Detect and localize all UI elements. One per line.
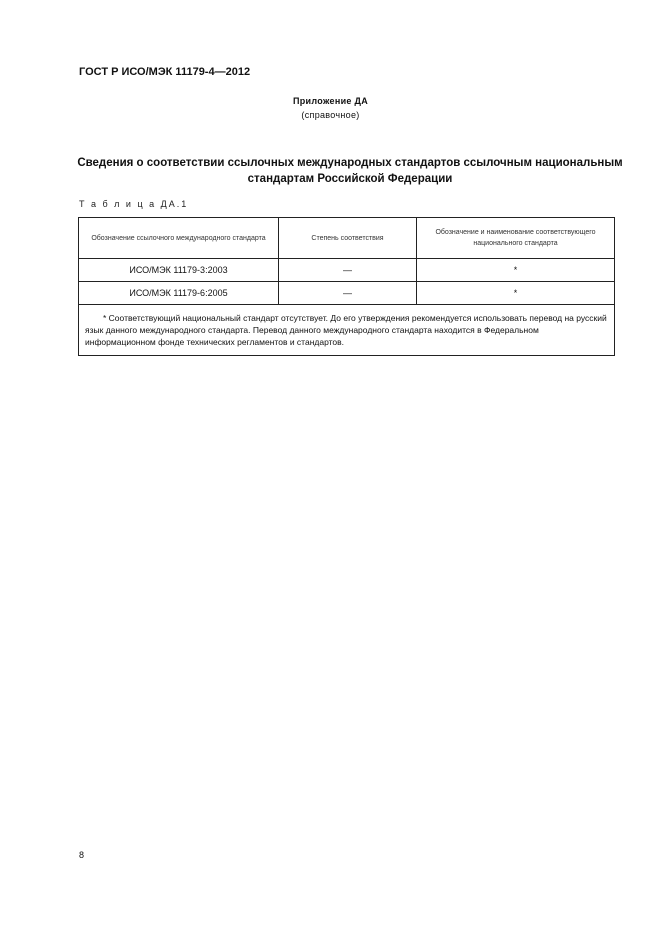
header-cell: Обозначение и наименование соответствующего национального стандарта (417, 218, 615, 259)
appendix-subtitle: (справочное) (301, 110, 360, 120)
table-cell: ИСО/МЭК 11179-3:2003 (79, 259, 279, 282)
reference-table (78, 217, 615, 356)
table-row (79, 282, 615, 305)
section-title: Сведения о соответствии ссылочных международных стандартов ссылочным национальным стандартам Российской Федерации (77, 157, 623, 185)
table-label: Т а б л и ц а ДА.1 (79, 199, 189, 209)
table-cell: — (279, 282, 417, 305)
table-header-row (79, 218, 615, 259)
header-cell: Обозначение ссылочного международного стандарта (79, 218, 279, 259)
table-cell: — (279, 259, 417, 282)
table-cell: * (417, 259, 615, 282)
table-cell: * (417, 282, 615, 305)
document-header: ГОСТ Р ИСО/МЭК 11179-4—2012 (79, 66, 251, 78)
page-number: 8 (79, 850, 85, 860)
header-cell: Степень соответствия (279, 218, 417, 259)
table-cell: ИСО/МЭК 11179-6:2005 (79, 282, 279, 305)
table-row (79, 259, 615, 282)
table-footnote-row (79, 305, 615, 356)
table-footnote: * Соответствующий национальный стандарт отсутствует. До его утверждения рекомендуется использовать перевод на русский язык данного международного стандарта. Перевод данного международного стандарта находится в Федеральном информационном фонде технических регламентов и стандартов. (79, 305, 615, 356)
appendix-title: Приложение ДА (292, 96, 369, 106)
